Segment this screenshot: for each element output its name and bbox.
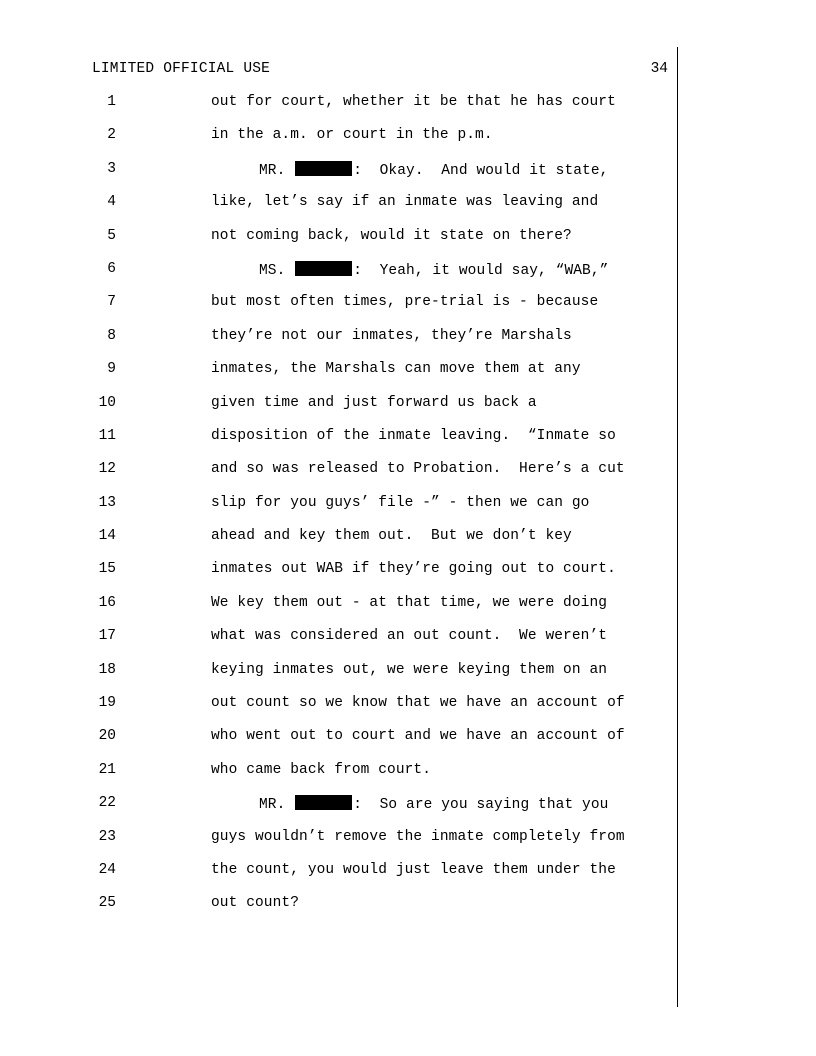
line-text: inmates out WAB if they’re going out to court. [211, 561, 616, 578]
transcript-line [0, 791, 816, 824]
transcript-line [0, 457, 816, 490]
redacted-name-box [295, 161, 352, 176]
line-text: keying inmates out, we were keying them on an [211, 661, 608, 678]
speaker-title: MR. [259, 162, 286, 179]
line-number: 9 [107, 361, 116, 378]
transcript-line [0, 391, 816, 424]
speaker-statement: : Yeah, it would say, “WAB,” [353, 262, 609, 279]
line-number: 4 [107, 194, 116, 211]
transcript-line [0, 524, 816, 557]
line-number: 23 [98, 828, 116, 845]
speaker-turn-text [259, 161, 608, 179]
transcript-line [0, 290, 816, 323]
transcript-line [0, 257, 816, 290]
line-text: they’re not our inmates, they’re Marshals [211, 327, 572, 344]
transcript-line [0, 858, 816, 891]
transcript-line [0, 90, 816, 123]
line-text: given time and just forward us back a [211, 394, 537, 411]
line-number: 7 [107, 294, 116, 311]
line-number: 20 [98, 728, 116, 745]
line-number: 11 [98, 427, 116, 444]
transcript-line [0, 157, 816, 190]
line-text: like, let’s say if an inmate was leaving and [211, 194, 599, 211]
line-text: slip for you guys’ file -” - then we can go [211, 494, 590, 511]
line-text: out count? [211, 895, 300, 912]
line-number: 24 [98, 861, 116, 878]
line-number: 17 [98, 628, 116, 645]
line-number: 5 [107, 227, 116, 244]
transcript-line [0, 591, 816, 624]
redacted-name-box [295, 795, 352, 810]
transcript-line [0, 190, 816, 223]
line-number: 19 [98, 695, 116, 712]
line-number: 3 [107, 160, 116, 177]
transcript-line [0, 491, 816, 524]
redacted-name-box [295, 261, 352, 276]
line-text: guys wouldn’t remove the inmate completely from [211, 828, 625, 845]
line-number: 14 [98, 528, 116, 545]
line-number: 22 [98, 795, 116, 812]
line-number: 6 [107, 260, 116, 277]
transcript-line [0, 724, 816, 757]
line-number: 8 [107, 327, 116, 344]
line-number: 12 [98, 461, 116, 478]
transcript-line [0, 424, 816, 457]
transcript-line [0, 758, 816, 791]
line-text: the count, you would just leave them under the [211, 861, 616, 878]
speaker-title: MR. [259, 797, 286, 814]
transcript-line [0, 658, 816, 691]
classification-header: LIMITED OFFICIAL USE [92, 61, 271, 77]
line-text: out for court, whether it be that he has court [211, 94, 616, 110]
transcript-line [0, 357, 816, 390]
line-number: 1 [107, 94, 116, 110]
line-text: disposition of the inmate leaving. “Inmate so [211, 427, 616, 444]
line-text: ahead and key them out. But we don’t key [211, 528, 572, 545]
line-number: 2 [107, 127, 116, 144]
speaker-statement: : Okay. And would it state, [353, 162, 609, 179]
transcript-line [0, 691, 816, 724]
line-text: who went out to court and we have an account of [211, 728, 625, 745]
speaker-turn-text [259, 261, 608, 279]
page-number: 34 [650, 61, 668, 77]
line-number: 10 [98, 394, 116, 411]
transcript-line [0, 891, 816, 924]
line-text: but most often times, pre-trial is - because [211, 294, 599, 311]
line-number: 21 [98, 761, 116, 778]
line-number: 25 [98, 895, 116, 912]
line-text: We key them out - at that time, we were doing [211, 594, 608, 611]
transcript-line [0, 123, 816, 156]
speaker-title: MS. [259, 262, 286, 279]
line-text: who came back from court. [211, 761, 432, 778]
line-number: 16 [98, 594, 116, 611]
line-number: 13 [98, 494, 116, 511]
speaker-turn-text [259, 795, 608, 813]
line-text: what was considered an out count. We weren’t [211, 628, 608, 645]
line-text: not coming back, would it state on there? [211, 227, 572, 244]
transcript-line [0, 557, 816, 590]
transcript-line [0, 324, 816, 357]
line-number: 15 [98, 561, 116, 578]
transcript-lines [0, 90, 816, 925]
transcript-line [0, 825, 816, 858]
transcript-line [0, 224, 816, 257]
line-text: inmates, the Marshals can move them at any [211, 361, 581, 378]
line-text: in the a.m. or court in the p.m. [211, 127, 493, 144]
line-text: and so was released to Probation. Here’s a cut [211, 461, 625, 478]
line-number: 18 [98, 661, 116, 678]
speaker-statement: : So are you saying that you [353, 797, 609, 814]
transcript-line [0, 624, 816, 657]
line-text: out count so we know that we have an account of [211, 695, 625, 712]
